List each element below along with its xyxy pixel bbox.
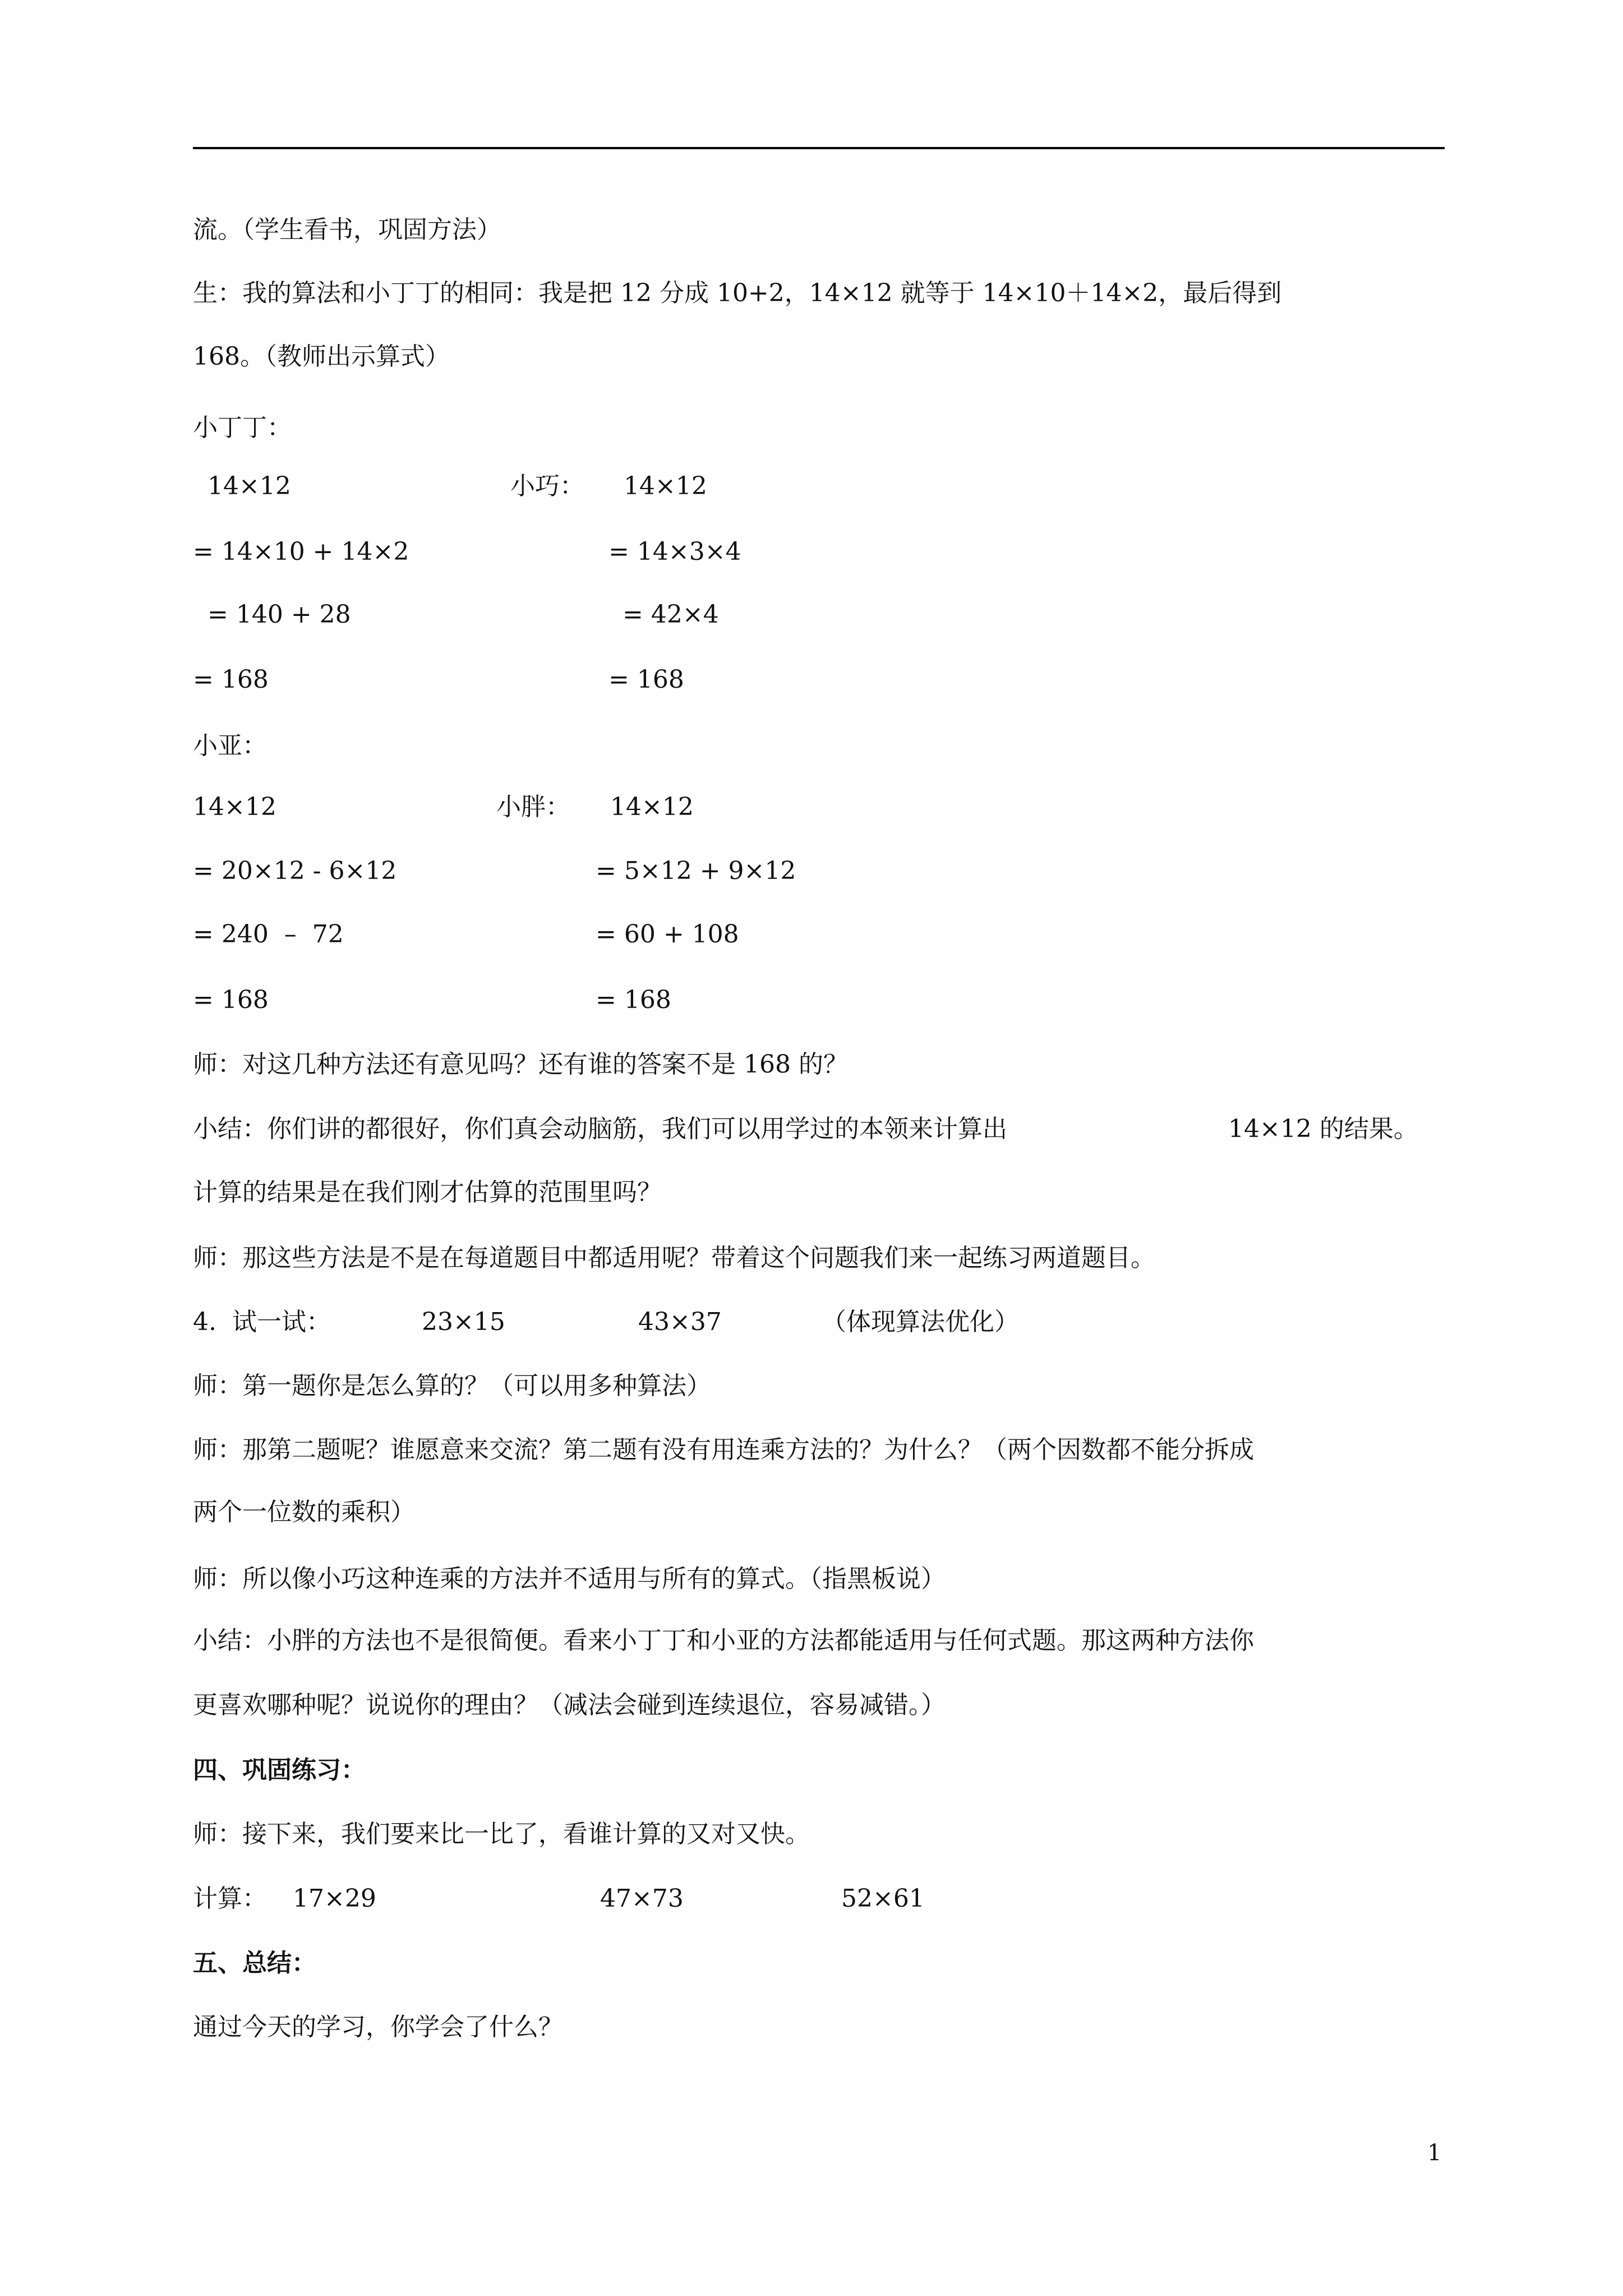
exercise-label: 计算： xyxy=(193,1884,267,1913)
equation: 14×12 xyxy=(208,472,291,500)
text-line: 小结：小胖的方法也不是很简便。看来小丁丁和小亚的方法都能适用与任何式题。那这两种方法你 xyxy=(193,1626,1254,1655)
speaker-label: 小巧： xyxy=(510,472,584,500)
equation: 14×12 xyxy=(193,793,276,821)
equation: = 60 + 108 xyxy=(596,920,739,949)
equation: 23×15 xyxy=(422,1308,505,1336)
section-heading: 四、巩固练习： xyxy=(193,1756,366,1784)
page-number: 1 xyxy=(1427,2140,1442,2166)
equation: = 14×3×4 xyxy=(608,537,741,566)
equation: = 168 xyxy=(608,665,684,694)
equation: = 168 xyxy=(596,986,671,1014)
equation: = 168 xyxy=(193,665,269,694)
text-line: 168。（教师出示算式） xyxy=(193,342,450,371)
section-heading: 五、总结： xyxy=(193,1949,316,1977)
header-rule xyxy=(193,147,1445,149)
text-line: 师：第一题你是怎么算的？（可以用多种算法） xyxy=(193,1372,711,1400)
text-line: 师：那第二题呢？谁愿意来交流？第二题有没有用连乘方法的？为什么？（两个因数都不能分拆成 xyxy=(193,1435,1254,1464)
equation: 17×29 xyxy=(293,1884,376,1913)
equation: 52×61 xyxy=(841,1884,925,1913)
equation: = 5×12 + 9×12 xyxy=(596,857,796,885)
equation: = 20×12 - 6×12 xyxy=(193,857,397,885)
text-line: 通过今天的学习，你学会了什么？ xyxy=(193,2013,563,2041)
text-line: 小结：你们讲的都很好，你们真会动脑筋，我们可以用学过的本领来计算出 xyxy=(193,1115,1007,1143)
text-line: 两个一位数的乘积） xyxy=(193,1498,415,1526)
exercise-label: 4. 试一试： xyxy=(193,1308,331,1336)
speaker-label: 小亚： xyxy=(193,731,267,760)
equation: 14×12 xyxy=(610,793,694,821)
equation: 47×73 xyxy=(600,1884,684,1913)
equation: = 140 + 28 xyxy=(208,600,351,629)
equation: = 240 – 72 xyxy=(193,920,344,949)
text-line: 14×12 的结果。 xyxy=(1228,1115,1418,1143)
text-line: 流。（学生看书，巩固方法） xyxy=(193,215,501,244)
equation: = 42×4 xyxy=(623,600,719,629)
speaker-label: 小胖： xyxy=(496,793,570,821)
equation: 14×12 xyxy=(624,472,707,500)
text-line: 师：那这些方法是不是在每道题目中都适用呢？带着这个问题我们来一起练习两道题目。 xyxy=(193,1244,1155,1272)
text-line: （体现算法优化） xyxy=(822,1308,1019,1336)
equation: 43×37 xyxy=(638,1308,722,1336)
equation: = 14×10 + 14×2 xyxy=(193,537,409,566)
equation: = 168 xyxy=(193,986,269,1014)
text-line: 更喜欢哪种呢？说说你的理由？（减法会碰到连续退位，容易减错。） xyxy=(193,1691,946,1719)
text-line: 师：对这几种方法还有意见吗？还有谁的答案不是 168 的？ xyxy=(193,1050,848,1079)
text-line: 师：接下来，我们要来比一比了，看谁计算的又对又快。 xyxy=(193,1820,810,1848)
text-line: 计算的结果是在我们刚才估算的范围里吗？ xyxy=(193,1178,662,1207)
text-line: 师：所以像小巧这种连乘的方法并不适用与所有的算式。（指黑板说） xyxy=(193,1565,946,1593)
text-line: 生：我的算法和小丁丁的相同：我是把 12 分成 10+2，14×12 就等于 14×10＋14×2，最后得到 xyxy=(193,279,1282,307)
speaker-label: 小丁丁： xyxy=(193,413,292,442)
